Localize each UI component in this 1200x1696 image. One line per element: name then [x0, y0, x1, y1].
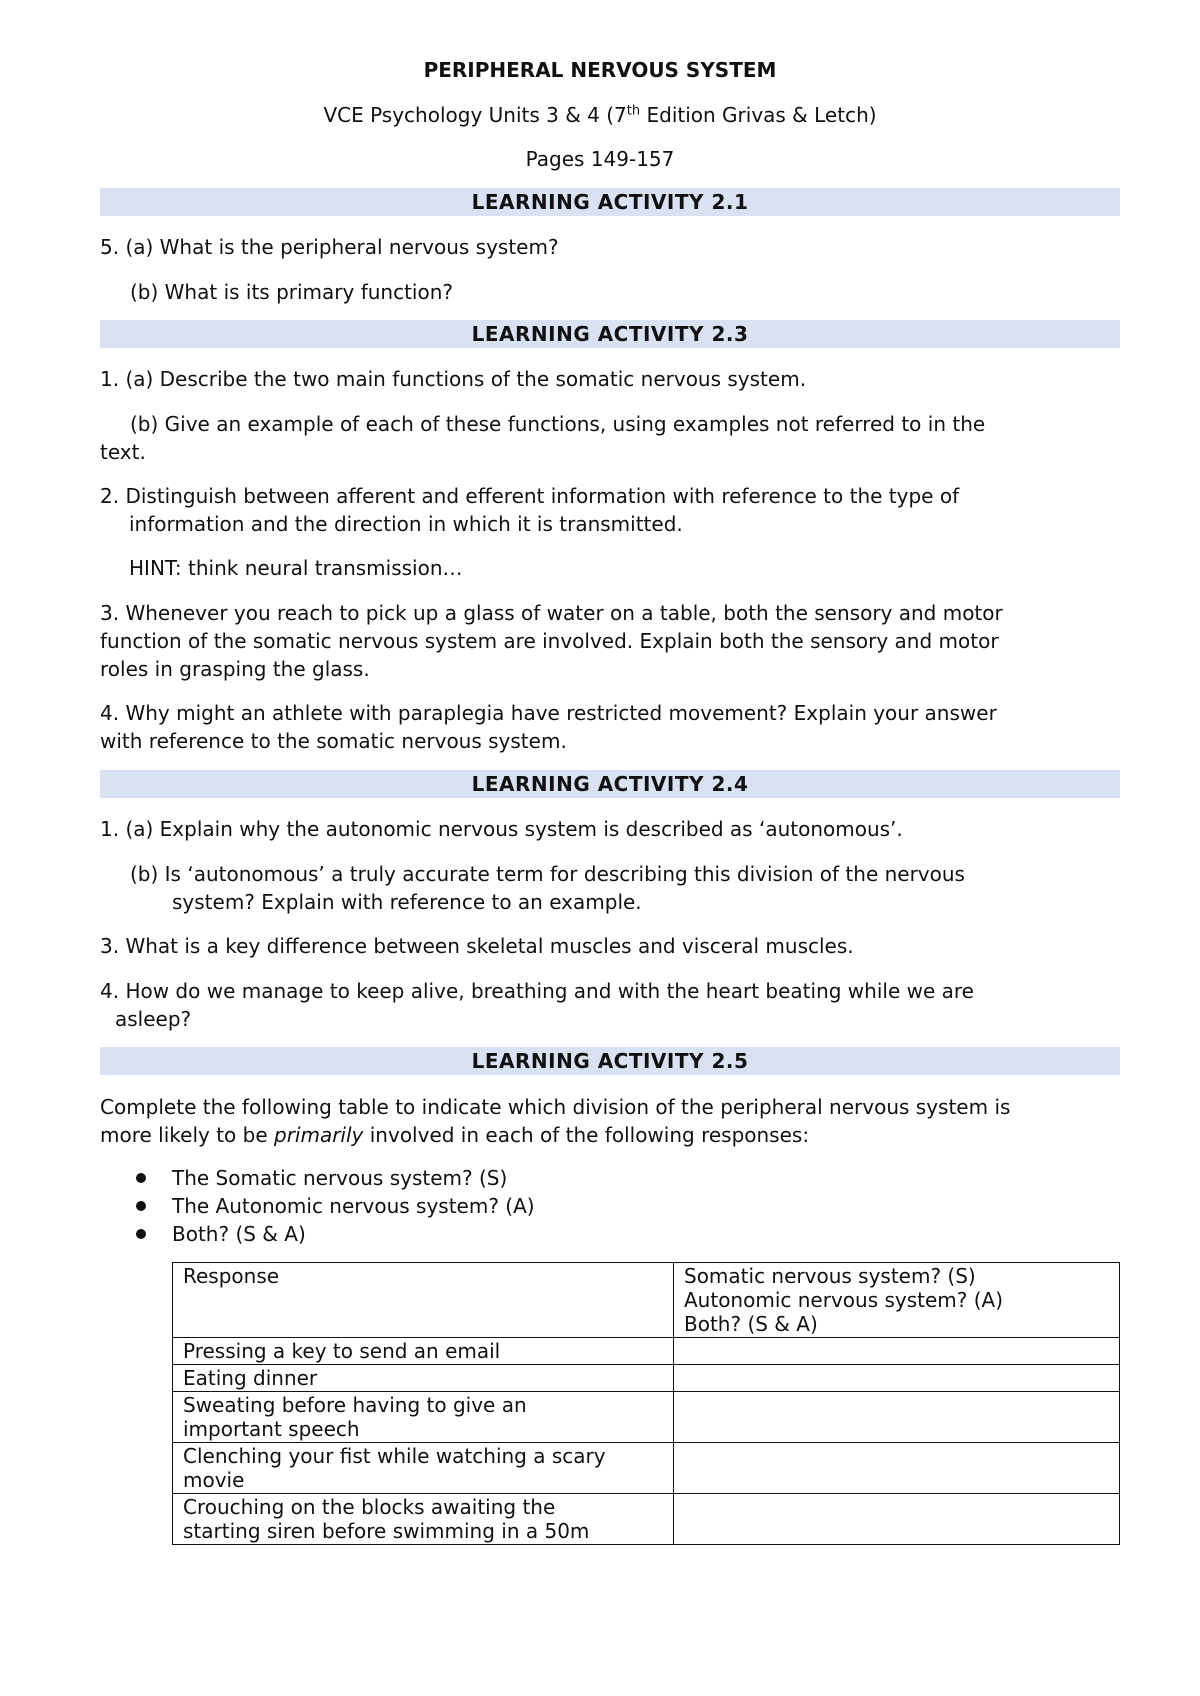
heading-activity-2-3: LEARNING ACTIVITY 2.3 — [100, 320, 1120, 348]
question-2-4-4-line2: asleep? — [115, 1007, 192, 1031]
response-table — [172, 1262, 1120, 1545]
table-header-row — [173, 1263, 1120, 1338]
subtitle-pre: VCE Psychology Units 3 & 4 (7 — [323, 103, 627, 127]
intro-line2-em: primarily — [274, 1123, 364, 1147]
document-title: PERIPHERAL NERVOUS SYSTEM — [423, 58, 777, 82]
question-2-3-1b-line1: (b) Give an example of each of these functions, using examples not referred to in the — [130, 412, 986, 436]
subtitle-sup: th — [626, 103, 641, 119]
question-5b: (b) What is its primary function? — [130, 280, 454, 304]
response-text: starting siren before swimming in a 50m — [183, 1519, 590, 1543]
answer-cell[interactable] — [674, 1365, 1120, 1392]
heading-activity-2-4: LEARNING ACTIVITY 2.4 — [100, 770, 1120, 798]
answer-cell[interactable] — [674, 1392, 1120, 1443]
answer-cell[interactable] — [674, 1494, 1120, 1545]
question-2-4-1b-line2: system? Explain with reference to an example. — [172, 890, 642, 914]
intro-line2-pre: more likely to be — [100, 1123, 274, 1147]
response-text: Crouching on the blocks awaiting the — [183, 1495, 556, 1519]
heading-activity-2-1: LEARNING ACTIVITY 2.1 — [100, 188, 1120, 216]
question-2-3-2-line2: information and the direction in which it is transmitted. — [129, 512, 683, 536]
response-text: Pressing a key to send an email — [183, 1339, 501, 1363]
header-division-line: Autonomic nervous system? (A) — [684, 1288, 1004, 1312]
subtitle-post: Edition Grivas & Letch) — [640, 103, 877, 127]
table-row — [173, 1494, 1120, 1545]
response-cell — [173, 1365, 674, 1392]
question-2-3-3-line3: roles in grasping the glass. — [100, 657, 370, 681]
question-2-3-4-line1: 4. Why might an athlete with paraplegia have restricted movement? Explain your answer — [100, 701, 997, 725]
bullet-dot — [136, 1229, 146, 1239]
bullet-dot — [136, 1173, 146, 1183]
question-5a: 5. (a) What is the peripheral nervous system? — [100, 235, 559, 259]
question-2-4-3: 3. What is a key difference between skeletal muscles and visceral muscles. — [100, 934, 854, 958]
response-text: Clenching your fist while watching a scary — [183, 1444, 606, 1468]
answer-cell[interactable] — [674, 1338, 1120, 1365]
table-row — [173, 1392, 1120, 1443]
response-cell — [173, 1443, 674, 1494]
question-2-4-4-line1: 4. How do we manage to keep alive, breathing and with the heart beating while we are — [100, 979, 974, 1003]
intro-line2 — [100, 1121, 809, 1149]
heading-activity-2-5: LEARNING ACTIVITY 2.5 — [100, 1047, 1120, 1075]
bullet-item: The Somatic nervous system? (S) — [172, 1166, 508, 1190]
response-text: important speech — [183, 1417, 360, 1441]
document-subtitle — [0, 101, 1200, 129]
question-2-3-1b-line2: text. — [100, 440, 146, 464]
intro-line1: Complete the following table to indicate which division of the peripheral nervous system is — [100, 1095, 1011, 1119]
header-division-line: Somatic nervous system? (S) — [684, 1264, 976, 1288]
question-2-3-3-line1: 3. Whenever you reach to pick up a glass of water on a table, both the sensory and motor — [100, 601, 1003, 625]
response-text: movie — [183, 1468, 245, 1492]
answer-cell[interactable] — [674, 1443, 1120, 1494]
question-2-3-4-line2: with reference to the somatic nervous system. — [100, 729, 567, 753]
bullet-item: The Autonomic nervous system? (A) — [172, 1194, 535, 1218]
table-row — [173, 1443, 1120, 1494]
table-row — [173, 1338, 1120, 1365]
bullet-dot — [136, 1201, 146, 1211]
question-2-4-1b-line1: (b) Is ‘autonomous’ a truly accurate term for describing this division of the nervous — [130, 862, 965, 886]
table-header-response — [173, 1263, 674, 1338]
table-row — [173, 1365, 1120, 1392]
question-2-4-1a: 1. (a) Explain why the autonomic nervous system is described as ‘autonomous’. — [100, 817, 903, 841]
question-2-3-1a: 1. (a) Describe the two main functions of the somatic nervous system. — [100, 367, 807, 391]
bullet-item: Both? (S & A) — [172, 1222, 306, 1246]
header-response-label: Response — [183, 1264, 280, 1288]
question-2-3-3-line2: function of the somatic nervous system are involved. Explain both the sensory and motor — [100, 629, 999, 653]
response-cell — [173, 1392, 674, 1443]
header-division-line: Both? (S & A) — [684, 1312, 818, 1336]
table-header-division — [674, 1263, 1120, 1338]
question-2-3-2-line1: 2. Distinguish between afferent and efferent information with reference to the type of — [100, 484, 960, 508]
hint-text: HINT: think neural transmission… — [129, 556, 463, 580]
response-text: Eating dinner — [183, 1366, 318, 1390]
intro-line2-post: involved in each of the following responses: — [363, 1123, 810, 1147]
response-cell — [173, 1338, 674, 1365]
response-text: Sweating before having to give an — [183, 1393, 527, 1417]
document-pages: Pages 149-157 — [525, 147, 675, 171]
response-cell — [173, 1494, 674, 1545]
